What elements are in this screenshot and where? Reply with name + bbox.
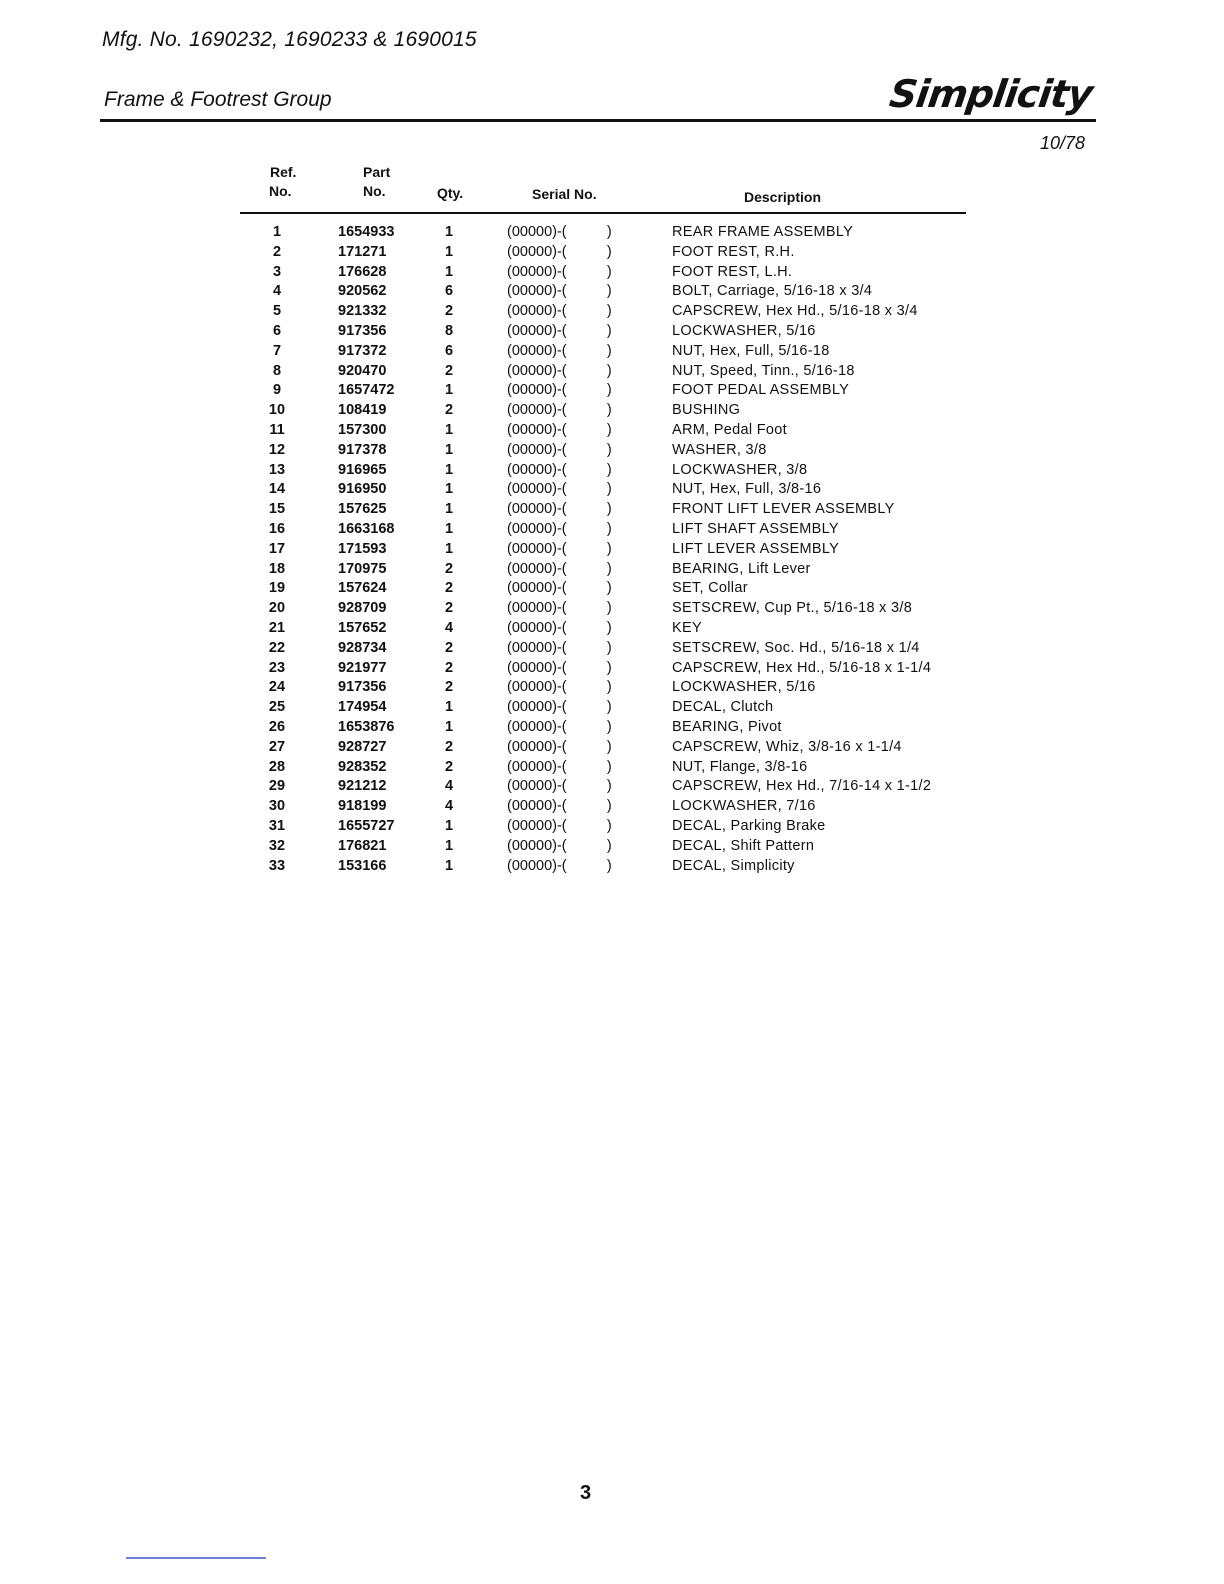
qty-cell: 2 xyxy=(444,560,454,577)
ref-cell: 8 xyxy=(272,362,282,379)
qty-cell: 2 xyxy=(444,402,454,419)
footer-line xyxy=(126,1557,266,1559)
part-number-cell: 916965 xyxy=(338,461,387,478)
table-row xyxy=(0,737,1224,757)
ref-cell: 31 xyxy=(268,817,286,834)
table-row xyxy=(0,420,1224,440)
qty-cell: 8 xyxy=(444,322,454,339)
description-cell: ARM, Pedal Foot xyxy=(672,421,787,438)
part-number-cell: 920562 xyxy=(338,283,387,300)
part-number-cell: 916950 xyxy=(338,481,387,498)
table-row xyxy=(0,341,1224,361)
part-number-cell: 921977 xyxy=(338,659,387,676)
qty-cell: 4 xyxy=(444,798,454,815)
description-cell: FOOT PEDAL ASSEMBLY xyxy=(672,382,850,399)
part-number-cell: 108419 xyxy=(338,402,387,419)
qty-cell: 1 xyxy=(444,481,454,498)
part-number-cell: 928727 xyxy=(338,738,387,755)
serial-cell: (00000)-( ) xyxy=(507,243,612,260)
part-number-cell: 1663168 xyxy=(338,520,395,537)
serial-cell: (00000)-( ) xyxy=(507,501,612,518)
description-cell: LOCKWASHER, 5/16 xyxy=(672,679,816,696)
part-number-cell: 157300 xyxy=(338,421,387,438)
ref-cell: 12 xyxy=(268,441,286,458)
description-cell: CAPSCREW, Hex Hd., 5/16-18 x 1-1/4 xyxy=(672,659,932,676)
col-header-description: Description xyxy=(744,189,822,205)
qty-cell: 4 xyxy=(444,619,454,636)
qty-cell: 1 xyxy=(444,837,454,854)
qty-cell: 2 xyxy=(444,758,454,775)
col-header-part-line1: Part xyxy=(363,164,391,180)
serial-cell: (00000)-( ) xyxy=(507,362,612,379)
serial-cell: (00000)-( ) xyxy=(507,659,612,676)
brand-logo: Simplicity xyxy=(886,72,1095,116)
table-row xyxy=(0,242,1224,262)
serial-cell: (00000)-( ) xyxy=(507,540,612,557)
serial-cell: (00000)-( ) xyxy=(507,679,612,696)
part-number-cell: 157652 xyxy=(338,619,387,636)
group-title: Frame & Footrest Group xyxy=(104,88,332,111)
table-row xyxy=(0,697,1224,717)
description-cell: SETSCREW, Soc. Hd., 5/16-18 x 1/4 xyxy=(672,639,920,656)
ref-cell: 6 xyxy=(272,322,282,339)
ref-cell: 7 xyxy=(272,342,282,359)
qty-cell: 1 xyxy=(444,224,454,240)
ref-cell: 19 xyxy=(268,580,286,597)
ref-cell: 18 xyxy=(268,560,286,577)
serial-cell: (00000)-( ) xyxy=(507,778,612,795)
ref-cell: 30 xyxy=(268,798,286,815)
ref-cell: 32 xyxy=(268,837,286,854)
description-cell: LOCKWASHER, 7/16 xyxy=(672,798,816,815)
part-number-cell: 1654933 xyxy=(338,224,395,240)
part-number-cell: 171271 xyxy=(338,243,387,260)
description-cell: LIFT LEVER ASSEMBLY xyxy=(672,540,840,557)
ref-cell: 4 xyxy=(272,283,282,300)
qty-cell: 2 xyxy=(444,738,454,755)
ref-cell: 21 xyxy=(268,619,286,636)
part-number-cell: 917356 xyxy=(338,322,387,339)
serial-cell: (00000)-( ) xyxy=(507,738,612,755)
table-row xyxy=(0,479,1224,499)
qty-cell: 1 xyxy=(444,540,454,557)
table-row xyxy=(0,499,1224,519)
table-row xyxy=(0,836,1224,856)
ref-cell: 11 xyxy=(269,421,285,438)
serial-cell: (00000)-( ) xyxy=(507,520,612,537)
description-cell: NUT, Flange, 3/8-16 xyxy=(672,758,808,775)
part-number-cell: 917356 xyxy=(338,679,387,696)
description-cell: DECAL, Clutch xyxy=(672,699,774,716)
ref-cell: 15 xyxy=(268,501,286,518)
qty-cell: 1 xyxy=(444,461,454,478)
description-cell: NUT, Hex, Full, 5/16-18 xyxy=(672,342,830,359)
part-number-cell: 174954 xyxy=(338,699,387,716)
table-row xyxy=(0,638,1224,658)
ref-cell: 5 xyxy=(272,303,282,320)
ref-cell: 16 xyxy=(268,520,286,537)
serial-cell: (00000)-( ) xyxy=(507,758,612,775)
ref-cell: 29 xyxy=(268,778,286,795)
table-row xyxy=(0,539,1224,559)
serial-cell: (00000)-( ) xyxy=(507,441,612,458)
table-row xyxy=(0,440,1224,460)
serial-cell: (00000)-( ) xyxy=(507,619,612,636)
description-cell: REAR FRAME ASSEMBLY xyxy=(672,224,854,240)
ref-cell: 14 xyxy=(268,481,286,498)
serial-cell: (00000)-( ) xyxy=(507,224,612,240)
serial-cell: (00000)-( ) xyxy=(507,798,612,815)
description-cell: CAPSCREW, Hex Hd., 5/16-18 x 3/4 xyxy=(672,303,918,320)
col-header-part-line2: No. xyxy=(363,183,386,199)
ref-cell: 26 xyxy=(268,718,286,735)
description-cell: FOOT REST, R.H. xyxy=(672,243,795,260)
col-header-ref-line2: No. xyxy=(269,183,292,199)
serial-cell: (00000)-( ) xyxy=(507,283,612,300)
ref-cell: 24 xyxy=(268,679,286,696)
part-number-cell: 917372 xyxy=(338,342,387,359)
table-row xyxy=(0,321,1224,341)
part-number-cell: 917378 xyxy=(338,441,387,458)
mfg-numbers: Mfg. No. 1690232, 1690233 & 1690015 xyxy=(102,28,477,51)
description-cell: DECAL, Parking Brake xyxy=(672,817,826,834)
qty-cell: 1 xyxy=(444,857,454,874)
description-cell: FRONT LIFT LEVER ASSEMBLY xyxy=(672,501,895,518)
qty-cell: 6 xyxy=(444,342,454,359)
part-number-cell: 170975 xyxy=(338,560,387,577)
description-cell: BEARING, Lift Lever xyxy=(672,560,811,577)
ref-cell: 20 xyxy=(268,600,286,617)
table-row xyxy=(0,519,1224,539)
col-header-serial: Serial No. xyxy=(532,186,597,202)
description-cell: CAPSCREW, Whiz, 3/8-16 x 1-1/4 xyxy=(672,738,902,755)
ref-cell: 1 xyxy=(272,224,282,240)
part-number-cell: 921212 xyxy=(338,778,387,795)
qty-cell: 1 xyxy=(444,441,454,458)
col-header-qty: Qty. xyxy=(437,185,464,201)
serial-cell: (00000)-( ) xyxy=(507,718,612,735)
serial-cell: (00000)-( ) xyxy=(507,342,612,359)
part-number-cell: 157624 xyxy=(338,580,387,597)
qty-cell: 1 xyxy=(444,382,454,399)
description-cell: KEY xyxy=(672,619,702,636)
description-cell: FOOT REST, L.H. xyxy=(672,263,793,280)
qty-cell: 2 xyxy=(444,639,454,656)
ref-cell: 22 xyxy=(268,639,286,656)
qty-cell: 1 xyxy=(444,243,454,260)
header-rule xyxy=(100,119,1096,122)
serial-cell: (00000)-( ) xyxy=(507,382,612,399)
qty-cell: 1 xyxy=(444,817,454,834)
serial-cell: (00000)-( ) xyxy=(507,837,612,854)
description-cell: DECAL, Simplicity xyxy=(672,857,795,874)
qty-cell: 2 xyxy=(444,580,454,597)
ref-cell: 28 xyxy=(268,758,286,775)
table-row xyxy=(0,460,1224,480)
qty-cell: 2 xyxy=(444,303,454,320)
qty-cell: 1 xyxy=(444,520,454,537)
table-row xyxy=(0,598,1224,618)
serial-cell: (00000)-( ) xyxy=(507,481,612,498)
qty-cell: 2 xyxy=(444,659,454,676)
table-row xyxy=(0,658,1224,678)
serial-cell: (00000)-( ) xyxy=(507,322,612,339)
revision-date: 10/78 xyxy=(1040,133,1086,153)
part-number-cell: 1653876 xyxy=(338,718,395,735)
qty-cell: 2 xyxy=(444,600,454,617)
part-number-cell: 1655727 xyxy=(338,817,395,834)
col-header-ref-line1: Ref. xyxy=(270,164,297,180)
parts-table xyxy=(0,222,1224,875)
table-row xyxy=(0,816,1224,836)
part-number-cell: 928352 xyxy=(338,758,387,775)
part-number-cell: 928709 xyxy=(338,600,387,617)
part-number-cell: 920470 xyxy=(338,362,387,379)
table-row xyxy=(0,796,1224,816)
part-number-cell: 176821 xyxy=(338,837,387,854)
serial-cell: (00000)-( ) xyxy=(507,560,612,577)
qty-cell: 6 xyxy=(444,283,454,300)
description-cell: SETSCREW, Cup Pt., 5/16-18 x 3/8 xyxy=(672,600,913,617)
qty-cell: 1 xyxy=(444,718,454,735)
serial-cell: (00000)-( ) xyxy=(507,402,612,419)
table-row xyxy=(0,400,1224,420)
ref-cell: 2 xyxy=(272,243,282,260)
qty-cell: 4 xyxy=(444,778,454,795)
description-cell: NUT, Hex, Full, 3/8-16 xyxy=(672,481,822,498)
ref-cell: 13 xyxy=(268,461,286,478)
ref-cell: 17 xyxy=(268,540,286,557)
part-number-cell: 1657472 xyxy=(338,382,395,399)
serial-cell: (00000)-( ) xyxy=(507,699,612,716)
serial-cell: (00000)-( ) xyxy=(507,600,612,617)
qty-cell: 1 xyxy=(444,501,454,518)
part-number-cell: 153166 xyxy=(338,857,387,874)
qty-cell: 1 xyxy=(444,699,454,716)
page-number: 3 xyxy=(580,1482,592,1504)
table-row xyxy=(0,717,1224,737)
description-cell: BEARING, Pivot xyxy=(672,718,782,735)
serial-cell: (00000)-( ) xyxy=(507,263,612,280)
description-cell: LOCKWASHER, 3/8 xyxy=(672,461,808,478)
serial-cell: (00000)-( ) xyxy=(507,639,612,656)
description-cell: BOLT, Carriage, 5/16-18 x 3/4 xyxy=(672,283,873,300)
serial-cell: (00000)-( ) xyxy=(507,421,612,438)
table-row xyxy=(0,578,1224,598)
description-cell: LOCKWASHER, 5/16 xyxy=(672,322,816,339)
qty-cell: 1 xyxy=(444,421,454,438)
ref-cell: 23 xyxy=(268,659,286,676)
ref-cell: 10 xyxy=(268,402,286,419)
part-number-cell: 928734 xyxy=(338,639,387,656)
ref-cell: 25 xyxy=(268,699,286,716)
table-row xyxy=(0,856,1224,876)
ref-cell: 9 xyxy=(272,382,282,399)
part-number-cell: 921332 xyxy=(338,303,387,320)
ref-cell: 3 xyxy=(272,263,282,280)
description-cell: DECAL, Shift Pattern xyxy=(672,837,815,854)
qty-cell: 2 xyxy=(444,679,454,696)
table-row xyxy=(0,222,1224,242)
part-number-cell: 918199 xyxy=(338,798,387,815)
description-cell: LIFT SHAFT ASSEMBLY xyxy=(672,520,839,537)
part-number-cell: 171593 xyxy=(338,540,387,557)
qty-cell: 1 xyxy=(444,263,454,280)
table-row xyxy=(0,262,1224,282)
table-row xyxy=(0,757,1224,777)
description-cell: CAPSCREW, Hex Hd., 7/16-14 x 1-1/2 xyxy=(672,778,932,795)
serial-cell: (00000)-( ) xyxy=(507,580,612,597)
ref-cell: 27 xyxy=(268,738,286,755)
part-number-cell: 157625 xyxy=(338,501,387,518)
table-row xyxy=(0,281,1224,301)
table-row xyxy=(0,776,1224,796)
table-row xyxy=(0,618,1224,638)
description-cell: BUSHING xyxy=(672,402,741,419)
serial-cell: (00000)-( ) xyxy=(507,303,612,320)
serial-cell: (00000)-( ) xyxy=(507,817,612,834)
serial-cell: (00000)-( ) xyxy=(507,857,612,874)
table-row xyxy=(0,559,1224,579)
table-header-rule xyxy=(240,212,966,214)
table-row xyxy=(0,301,1224,321)
description-cell: WASHER, 3/8 xyxy=(672,441,767,458)
part-number-cell: 176628 xyxy=(338,263,387,280)
ref-cell: 33 xyxy=(268,857,286,874)
description-cell: SET, Collar xyxy=(672,580,748,597)
qty-cell: 2 xyxy=(444,362,454,379)
table-row xyxy=(0,380,1224,400)
table-row xyxy=(0,361,1224,381)
table-row xyxy=(0,677,1224,697)
serial-cell: (00000)-( ) xyxy=(507,461,612,478)
description-cell: NUT, Speed, Tinn., 5/16-18 xyxy=(672,362,855,379)
